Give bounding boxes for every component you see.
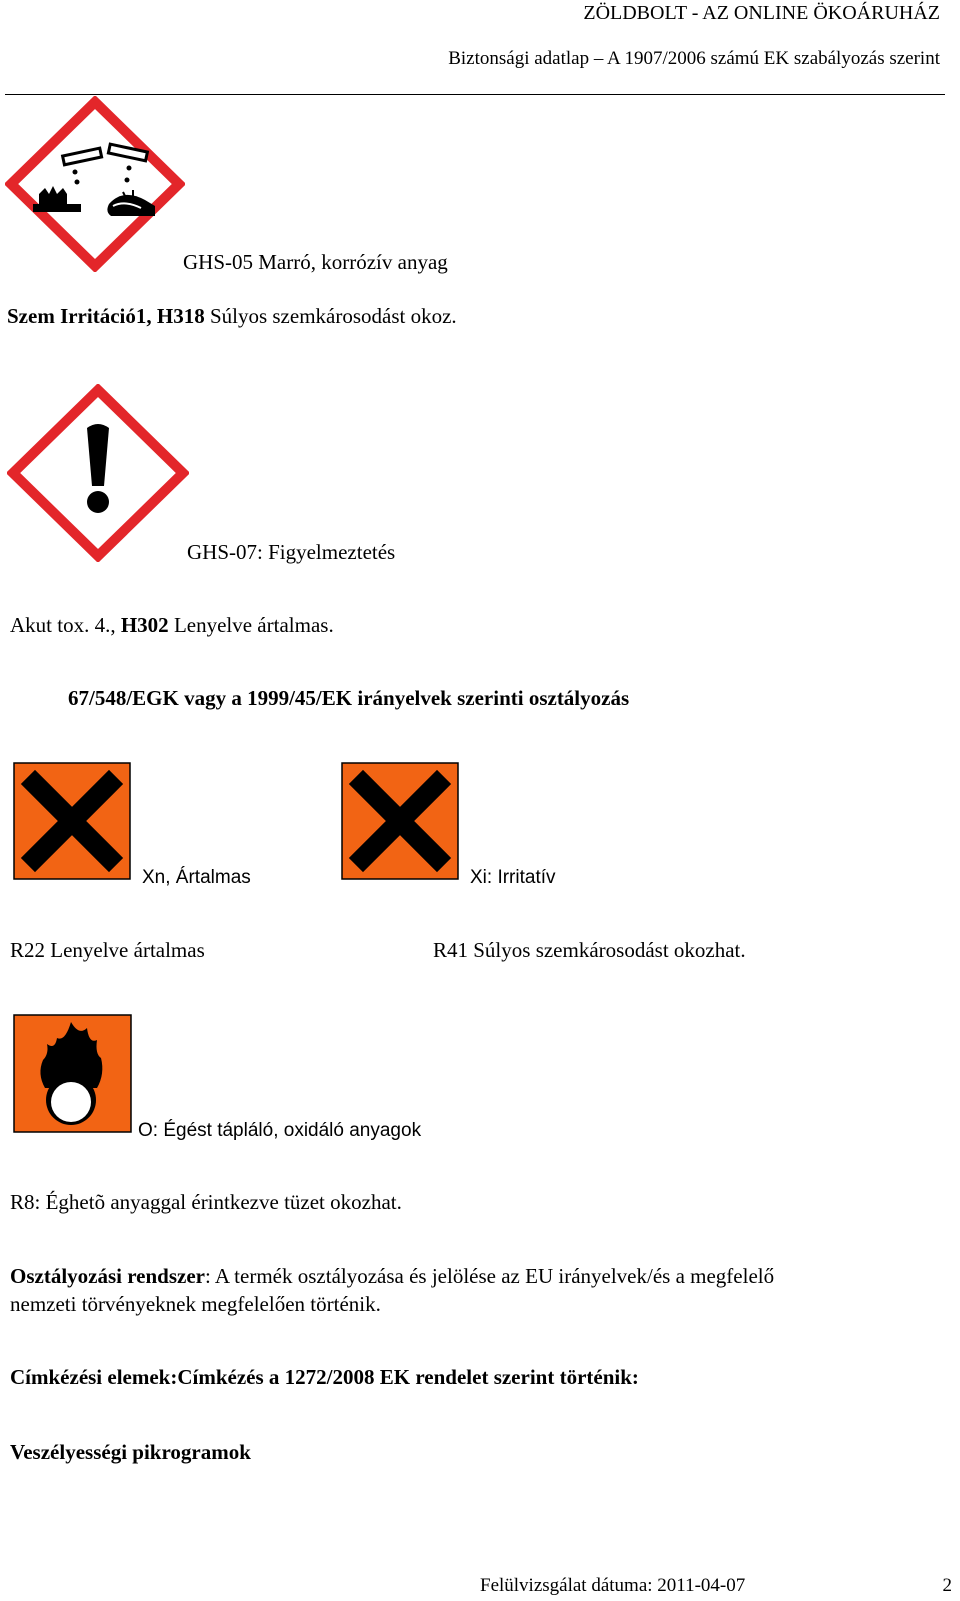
ghs07-caption: GHS-07: Figyelmeztetés [187, 540, 396, 564]
classification-system-line2: nemzeti törvényeknek megfelelően történik. [10, 1292, 381, 1316]
labelling-label: Címkézési elemek [10, 1365, 171, 1389]
labelling-elements [10, 1365, 639, 1390]
o-caption: O: Égést tápláló, oxidáló anyagok [138, 1120, 422, 1141]
ghs05-corrosive-icon [5, 96, 185, 272]
ghs07-exclamation-icon [7, 384, 189, 562]
ghs07-classification [10, 613, 334, 638]
revision-date: Felülvizsgálat dátuma: 2011-04-07 [480, 1575, 746, 1596]
classification-system-text: : A termék osztályozása és jelölése az EU irányelvek/és a megfelelő [205, 1264, 775, 1288]
ghs07-class-text: Lenyelve ártalmas. [168, 613, 334, 637]
xn-harmful-icon [13, 762, 131, 880]
ghs05-caption: GHS-05 Marró, korrózív anyag [183, 250, 448, 274]
oxidizing-flame-icon [13, 1014, 132, 1133]
xi-irritant-icon [341, 762, 459, 880]
classification-system-label: Osztályozási rendszer [10, 1264, 205, 1288]
ghs05-classification [7, 304, 457, 329]
xn-caption: Xn, Ártalmas [142, 867, 251, 888]
labelling-text: :Címkézés a 1272/2008 EK rendelet szerint történik: [170, 1365, 639, 1389]
ghs07-class-code: H302 [120, 613, 169, 637]
xi-caption: Xi: Irritatív [470, 867, 556, 888]
ghs05-class-code: Szem Irritáció1, H318 [7, 304, 205, 328]
header-divider [5, 94, 945, 95]
company-title: ZÖLDBOLT - AZ ONLINE ÖKOÁRUHÁZ [583, 2, 940, 24]
o-rphrase: R8: Éghetõ anyaggal érintkezve tüzet okozhat. [10, 1190, 402, 1214]
page-number: 2 [942, 1575, 952, 1596]
eu-classification-heading: 67/548/EGK vagy a 1999/45/EK irányelvek szerinti osztályozás [68, 686, 630, 710]
ghs05-class-text: Súlyos szemkárosodást okoz. [204, 304, 457, 328]
pictograms-heading: Veszélyességi pikrogramok [10, 1440, 251, 1464]
classification-system-line1 [10, 1264, 774, 1289]
document-subtitle: Biztonsági adatlap – A 1907/2006 számú EK szabályozás szerint [448, 48, 940, 69]
xn-rphrase: R22 Lenyelve ártalmas [10, 938, 205, 962]
xi-rphrase: R41 Súlyos szemkárosodást okozhat. [433, 938, 746, 962]
ghs07-class-prefix: Akut tox. 4., [10, 613, 121, 637]
